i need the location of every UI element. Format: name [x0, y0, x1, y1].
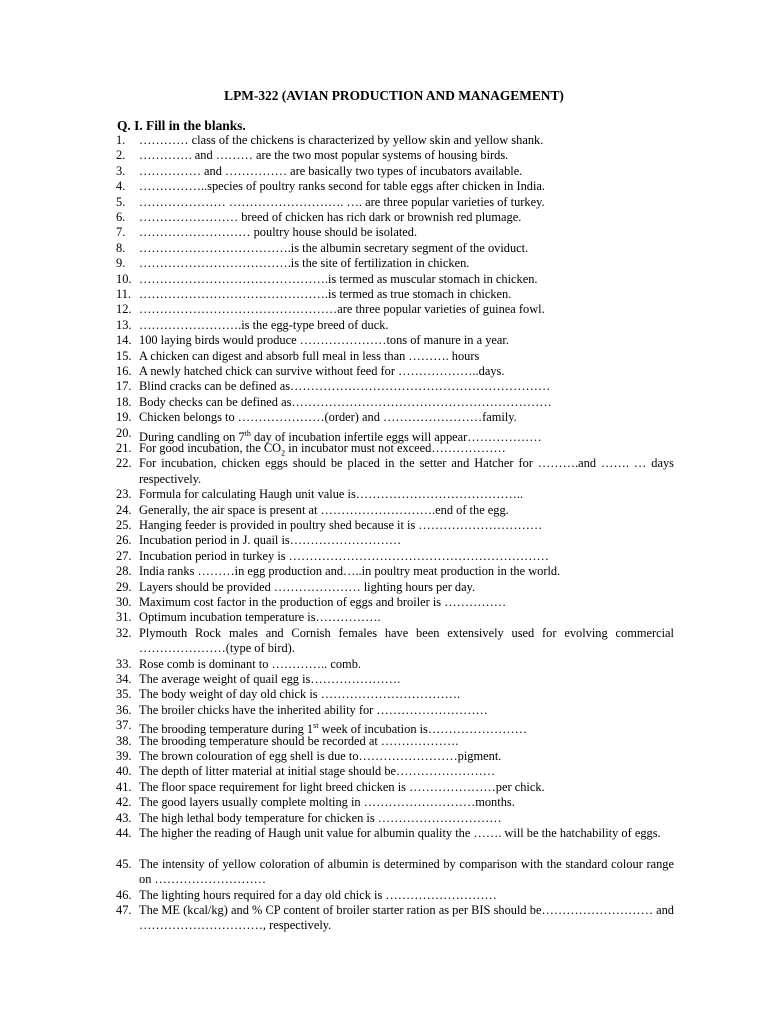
question-text: …………… and …………… are basically two types of incubators available.: [139, 163, 523, 178]
question-text: ……………………………………….is termed as true stomach in chicken.: [139, 287, 512, 301]
question-text: Blind cracks can be defined as………………………………………………………: [139, 379, 551, 394]
question-number: 13.: [116, 317, 132, 332]
question-text: The lighting hours required for a day old chick is ………………………: [139, 887, 497, 902]
question-text: The body weight of day old chick is …………………………….: [139, 687, 461, 702]
question-text: …………………… breed of chicken has rich dark or brownish red plumage.: [139, 210, 522, 224]
question-number: 10.: [116, 271, 132, 286]
question-text: The average weight of quail egg is………………….: [139, 672, 401, 686]
question-text: The brown colouration of egg shell is due to……………………pigment.: [139, 749, 502, 763]
question-text: Optimum incubation temperature is…………….: [139, 610, 381, 625]
question-number: 26.: [116, 533, 132, 548]
question-text: Layers should be provided ………………… lighting hours per day.: [139, 579, 476, 594]
question-number: 12.: [116, 302, 132, 317]
question-text: The intensity of yellow coloration of albumin is determined by comparison with the standard colour range on ………………………: [139, 856, 674, 887]
question-text: The good layers usually complete molting in ………………………months.: [139, 795, 515, 810]
question-number: 46.: [116, 887, 132, 902]
question-number: 4.: [116, 179, 126, 194]
question-text: 100 laying birds would produce …………………tons of manure in a year.: [139, 333, 509, 348]
question-number: 45.: [116, 856, 132, 871]
question-text: Maximum cost factor in the production of eggs and broiler is ……………: [139, 595, 507, 609]
question-number: 6.: [116, 210, 126, 224]
question-text: Chicken belongs to …………………(order) and ……………………family.: [139, 410, 517, 425]
question-number: 43.: [116, 810, 132, 825]
question-text: Incubation period in turkey is ………………………………………………………: [139, 548, 549, 563]
question-text: Generally, the air space is present at ……………………….end of the egg.: [139, 502, 509, 517]
question-text: For incubation, chicken eggs should be placed in the setter and Hatcher for ……….and ……. … days respectively.: [139, 456, 674, 486]
question-number: 35.: [116, 687, 132, 702]
question-text: The floor space requirement for light breed chicken is …………………per chick.: [139, 779, 545, 794]
question-number: 30.: [116, 595, 132, 609]
question-text: The ME (kcal/kg) and % CP content of broiler starter ration as per BIS should be……………………… and …………………………, respectively.: [139, 903, 674, 933]
question-number: 24.: [116, 502, 132, 517]
question-text: ……………………………….is the albumin secretary segment of the oviduct.: [139, 240, 529, 255]
question-number: 22.: [116, 456, 132, 471]
question-text: The broiler chicks have the inherited ability for ………………………: [139, 702, 488, 717]
question-text: Rose comb is dominant to ………….. comb.: [139, 656, 361, 671]
question-number: 44.: [116, 826, 132, 840]
question-number: 19.: [116, 410, 132, 425]
question-number: 15.: [116, 348, 132, 363]
question-number: 14.: [116, 333, 132, 348]
question-number: 23.: [116, 487, 132, 502]
question-text: Formula for calculating Haugh unit value is…………………………………..: [139, 487, 524, 502]
question-number: 18.: [116, 394, 132, 409]
question-number: 27.: [116, 548, 132, 563]
question-number: 16.: [116, 364, 132, 378]
question-number: 36.: [116, 702, 132, 717]
question-number: 38.: [116, 733, 132, 748]
question-number: 7.: [116, 225, 126, 240]
question-text: The depth of litter material at initial stage should be……………………: [139, 764, 496, 779]
question-text: The brooding temperature should be recorded at ……………….: [139, 733, 459, 748]
question-text: A chicken can digest and absorb full meal in less than ………. hours: [139, 348, 480, 363]
question-text: The higher the reading of Haugh unit value for albumin quality the ……. will be the hatchability of eggs.: [139, 826, 661, 840]
question-number: 2.: [116, 148, 126, 163]
question-text: …………………………………………are three popular varieties of guinea fowl.: [139, 302, 545, 317]
question-text: A newly hatched chick can survive without feed for ………………..days.: [139, 364, 505, 378]
question-number: 47.: [116, 903, 132, 917]
question-text: ……………………………………….is termed as muscular stomach in chicken.: [139, 271, 538, 286]
question-text: …………………….is the egg-type breed of duck.: [139, 317, 389, 332]
question-text: ……………………………….is the site of fertilization in chicken.: [139, 256, 470, 271]
question-text: Plymouth Rock males and Cornish females have been extensively used for evolving commercial …………………(type of bird).: [139, 625, 674, 656]
question-text: …………. and ……… are the two most popular systems of housing birds.: [139, 148, 509, 163]
question-text: ………… class of the chickens is characterized by yellow skin and yellow shank.: [139, 133, 544, 147]
question-text: Incubation period in J. quail is………………………: [139, 533, 402, 548]
question-text: ……………………… poultry house should be isolated.: [139, 225, 418, 240]
question-text: ………………… ………………………. …. are three popular varieties of turkey.: [139, 194, 545, 209]
question-number: 37.: [116, 718, 132, 733]
question-number: 32.: [116, 625, 132, 640]
question-number: 40.: [116, 764, 132, 779]
question-text: During candling on 7th day of incubation infertile eggs will appear………………: [139, 428, 542, 444]
question-text: Body checks can be defined as………………………………………………………: [139, 394, 552, 409]
question-number: 21.: [116, 441, 132, 455]
question-number: 17.: [116, 379, 132, 394]
question-number: 28.: [116, 564, 132, 579]
question-number: 34.: [116, 672, 132, 686]
question-text: ……………..species of poultry ranks second for table eggs after chicken in India.: [139, 179, 546, 194]
question-text: The brooding temperature during 1st week of incubation is……………………: [139, 721, 528, 737]
question-number: 41.: [116, 779, 132, 794]
question-number: 20.: [116, 425, 132, 440]
question-number: 3.: [116, 163, 126, 178]
question-number: 42.: [116, 795, 132, 810]
question-number: 11.: [116, 287, 132, 301]
question-number: 1.: [116, 133, 126, 147]
question-number: 9.: [116, 256, 126, 271]
question-number: 33.: [116, 656, 132, 671]
question-text: Hanging feeder is provided in poultry shed because it is …………………………: [139, 518, 543, 532]
question-text: The high lethal body temperature for chicken is …………………………: [139, 810, 502, 825]
question-text: For good incubation, the $CO_2$ in incubator must not exceed………………: [139, 441, 506, 458]
question-number: 5.: [116, 194, 126, 209]
question-number: 8.: [116, 240, 126, 255]
question-number: 29.: [116, 579, 132, 594]
question-number: 39.: [116, 749, 132, 763]
question-number: 25.: [116, 518, 132, 532]
document-title: LPM-322 (AVIAN PRODUCTION AND MANAGEMENT): [224, 88, 564, 103]
section-heading: Q. I. Fill in the blanks.: [117, 118, 246, 133]
question-number: 31.: [116, 610, 132, 625]
question-text: India ranks ………in egg production and…..in poultry meat production in the world.: [139, 564, 561, 579]
